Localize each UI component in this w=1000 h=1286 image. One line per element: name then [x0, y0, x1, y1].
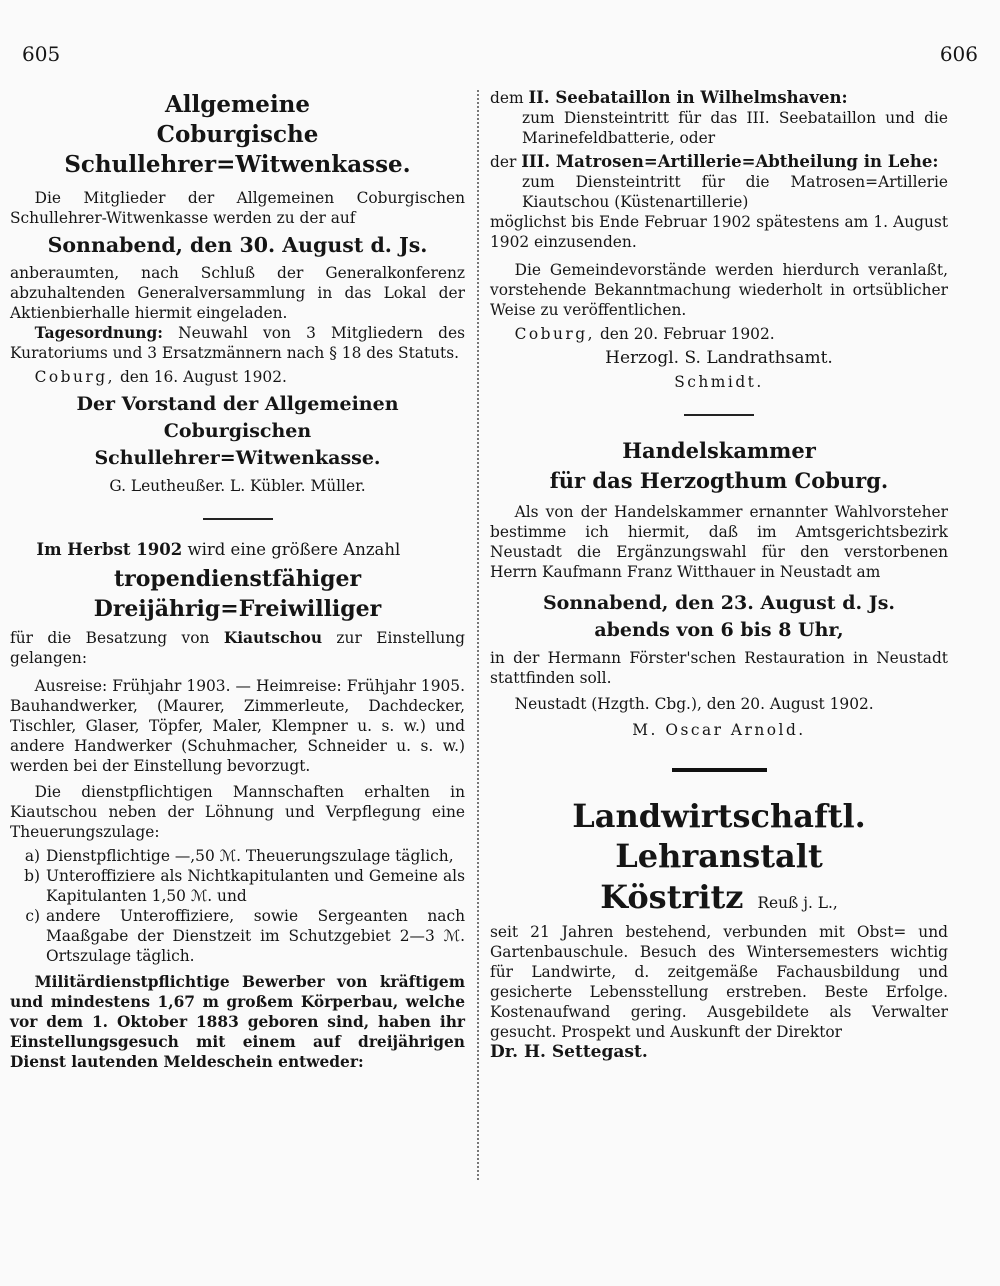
school-title: Landwirtschaftl. Lehranstalt: [572, 797, 866, 875]
place: Coburg,: [34, 368, 116, 386]
notice-paragraph: Ausreise: Frühjahr 1903. — Heimreise: Frühjahr 1905. Bauhandwerker, (Maurer, Zimmerleute, Dachdecker, Tischler, Glaser, Töpfer, Maler, Klempner u. s. w.) und andere Handwerker (Schuhmacher, Schneider u. s. w.) werden bei der Einstellung bevorzugt.: [10, 677, 465, 775]
intro-bold: Im Herbst 1902: [36, 540, 183, 559]
notice-witwenkasse: [10, 90, 465, 496]
column-divider: [477, 90, 480, 1180]
notice-paragraph: Die dienstpflichtigen Mannschaften erhalten in Kiautschou neben der Löhnung und Verpflegung eine Theuerungszulage:: [10, 783, 465, 841]
separator: [684, 414, 754, 416]
notice-paragraph: seit 21 Jahren bestehend, verbunden mit Obst= und Gartenbauschule. Besuch des Wintersemesters wichtig für Landwirte, d. zeitgemäße Fachausbildung und gesicherte Lebensstellung erstreben. Beste Erfolge. Kostenaufwand gering. Ausgebildete als Verwalter gesucht. Prospekt und Auskunft der Direktor: [490, 923, 948, 1041]
page-number-right: 606: [939, 42, 978, 66]
notice-handelskammer: [490, 436, 948, 740]
notice-paragraph: Die Mitglieder der Allgemeinen Coburgischen Schullehrer-Witwenkasse werden zu der auf: [10, 189, 465, 227]
school-name-suffix: Reuß j. L.,: [757, 894, 838, 912]
director-name: Dr. H. Settegast.: [490, 1042, 648, 1062]
allowance-item: [10, 866, 465, 906]
item-marker: a): [24, 847, 40, 865]
allowance-item: [10, 906, 465, 966]
notice-paragraph: zum Diensteintritt für die Matrosen=Artillerie Kiautschou (Küstenartillerie): [522, 173, 948, 211]
text: zur Einstellung gelangen:: [10, 629, 465, 667]
headline: tropendienstfähiger Dreijährig=Freiwilliger: [93, 566, 382, 622]
place: Coburg,: [514, 325, 596, 343]
signature-line1: Der Vorstand der Allgemeinen Coburgischen: [76, 393, 399, 442]
notice-paragraph: Die Gemeindevorstände werden hierdurch veranlaßt, vorstehende Bekanntmachung wiederholt in ortsüblicher Weise zu veröffentlichen.: [490, 261, 948, 319]
election-time: abends von 6 bis 8 Uhr,: [594, 619, 844, 641]
notice-title-line1: Allgemeine: [164, 91, 311, 118]
right-column: [490, 88, 948, 1062]
notice-paragraph: möglichst bis Ende Februar 1902 spätestens am 1. August 1902 einzusenden.: [490, 213, 948, 251]
notice-paragraph: zum Diensteintritt für das III. Seebataillon und die Marinefeldbatterie, oder: [522, 109, 948, 147]
notice-paragraph: Als von der Handelskammer ernannter Wahlvorsteher bestimme ich hiermit, daß im Amtsgerichtsbezirk Neustadt die Ergänzungswahl für den verstorbenen Herrn Kaufmann Franz Witthauer in Neustadt am: [490, 503, 948, 581]
item-text: Dienstpflichtige —,50 ℳ. Theuerungszulage täglich,: [46, 847, 454, 865]
unit-bold: III. Matrosen=Artillerie=Abtheilung in Lehe:: [521, 152, 939, 171]
item-marker: c): [25, 907, 40, 925]
signatory-names: G. Leutheußer. L. Kübler. Müller.: [109, 477, 366, 495]
text: dem: [490, 89, 529, 107]
notice-title-line1: Handelskammer: [622, 438, 816, 463]
signer: Schmidt.: [674, 373, 764, 391]
separator: [203, 518, 273, 520]
agenda-text: Neuwahl von 3 Mitgliedern des Kuratoriums und 3 Ersatzmännern nach § 18 des Statuts.: [10, 324, 465, 362]
text: der: [490, 153, 522, 171]
notice-paragraph: anberaumten, nach Schluß der Generalkonferenz abzuhaltenden Generalversammlung in das Lokal der Aktienbierhalle hiermit eingeladen.: [10, 264, 465, 322]
place-date: Neustadt (Hzgth. Cbg.), den 20. August 1902.: [514, 695, 874, 713]
signer: M. Oscar Arnold.: [632, 721, 806, 739]
office: Herzogl. S. Landrathsamt.: [605, 348, 833, 368]
location-bold: Kiautschou: [223, 629, 323, 647]
signature-line2: Schullehrer=Witwenkasse.: [94, 447, 381, 469]
notice-title-line2: Coburgische Schullehrer=Witwenkasse.: [64, 121, 411, 178]
text: für die Besatzung von: [10, 629, 224, 647]
school-name: Köstritz: [600, 878, 744, 916]
notice-lehranstalt: [490, 796, 948, 1062]
item-text: andere Unteroffiziere, sowie Sergeanten nach Maaßgabe der Dienstzeit im Schutzgebiet 2—3 ℳ. Ortszulage täglich.: [46, 907, 465, 965]
intro-text: wird eine größere Anzahl: [182, 540, 401, 559]
meeting-date: Sonnabend, den 30. August d. Js.: [47, 233, 428, 257]
item-text: Unteroffiziere als Nichtkapitulanten und Gemeine als Kapitulanten 1,50 ℳ. und: [46, 867, 465, 905]
item-marker: b): [24, 867, 40, 885]
left-column: [10, 88, 465, 1072]
unit-bold: II. Seebataillon in Wilhelmshaven:: [528, 88, 848, 107]
allowance-item: [10, 846, 465, 866]
separator: [672, 768, 767, 772]
notice-paragraph: in der Hermann Förster'schen Restauration in Neustadt stattfinden soll.: [490, 649, 948, 687]
page-number-left: 605: [22, 42, 61, 66]
notice-paragraph: Militärdienstpflichtige Bewerber von kräftigem und mindestens 1,67 m großem Körperbau, welche vor dem 1. Oktober 1883 geboren sind, haben ihr Einstellungsgesuch mit einem auf dreijährigen Dienst lautenden Meldeschein entweder:: [10, 973, 465, 1071]
agenda-label: Tagesordnung:: [34, 324, 163, 342]
notice-continuation: [490, 88, 948, 392]
allowance-list: [10, 846, 465, 966]
date: den 16. August 1902.: [115, 368, 287, 386]
notice-freiwillige: [10, 540, 465, 1072]
notice-title-line2: für das Herzogthum Coburg.: [549, 468, 889, 493]
date: den 20. Februar 1902.: [595, 325, 775, 343]
election-date: Sonnabend, den 23. August d. Js.: [542, 592, 896, 614]
